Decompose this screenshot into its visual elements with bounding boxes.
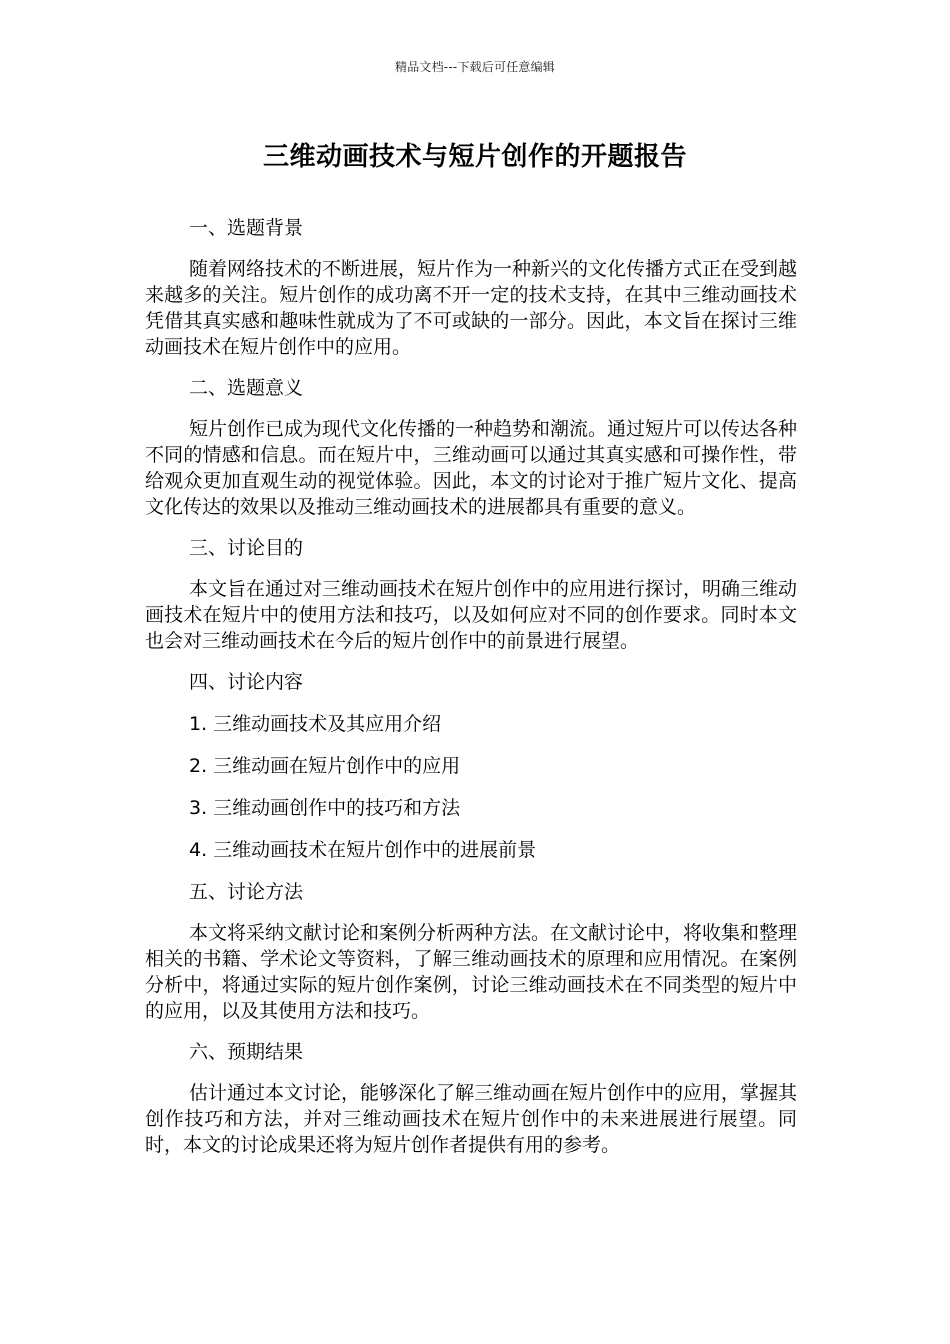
section-heading-purpose: 三、讨论目的 [189, 537, 304, 559]
section-heading-expected-results: 六、预期结果 [189, 1041, 304, 1063]
section-paragraph-purpose: 本文旨在通过对三维动画技术在短片创作中的应用进行探讨，明确三维动画技术在短片中的使用方法和技巧，以及如何应对不同的创作要求。同时本文也会对三维动画技术在今后的短片创作中的前景进行展望。 [145, 578, 798, 652]
section-heading-method: 五、讨论方法 [189, 881, 304, 903]
section-paragraph-method: 本文将采纳文献讨论和案例分析两种方法。在文献讨论中，将收集和整理相关的书籍、学术论文等资料，了解三维动画技术的原理和应用情况。在案例分析中，将通过实际的短片创作案例，讨论三维动画技术在不同类型的短片中的应用，以及其使用方法和技巧。 [145, 922, 798, 1022]
content-list-item: 4. 三维动画技术在短片创作中的进展前景 [189, 839, 537, 861]
section-paragraph-background: 随着网络技术的不断进展，短片作为一种新兴的文化传播方式正在受到越来越多的关注。短片创作的成功离不开一定的技术支持，在其中三维动画技术凭借其真实感和趣味性就成为了不可或缺的一部分。因此，本文旨在探讨三维动画技术在短片创作中的应用。 [145, 258, 798, 358]
document-body [145, 214, 797, 1172]
document-title: 三维动画技术与短片创作的开题报告 [262, 142, 687, 172]
section-heading-content: 四、讨论内容 [189, 671, 304, 693]
section-paragraph-expected-results: 估计通过本文讨论，能够深化了解三维动画在短片创作中的应用，掌握其创作技巧和方法，并对三维动画技术在短片创作中的未来进展进行展望。同时，本文的讨论成果还将为短片创作者提供有用的参考。 [145, 1082, 798, 1156]
header-note: 精品文档---下载后可任意编辑 [395, 60, 555, 74]
section-paragraph-significance: 短片创作已成为现代文化传播的一种趋势和潮流。通过短片可以传达各种不同的情感和信息。而在短片中，三维动画可以通过其真实感和可操作性，带给观众更加直观生动的视觉体验。因此，本文的讨论对于推广短片文化、提高文化传达的效果以及推动三维动画技术的进展都具有重要的意义。 [145, 418, 798, 518]
content-list-item: 3. 三维动画创作中的技巧和方法 [189, 797, 461, 819]
content-list-item: 1. 三维动画技术及其应用介绍 [189, 713, 442, 735]
section-heading-significance: 二、选题意义 [189, 377, 304, 399]
content-list-item: 2. 三维动画在短片创作中的应用 [189, 755, 461, 777]
section-heading-background: 一、选题背景 [189, 217, 304, 239]
